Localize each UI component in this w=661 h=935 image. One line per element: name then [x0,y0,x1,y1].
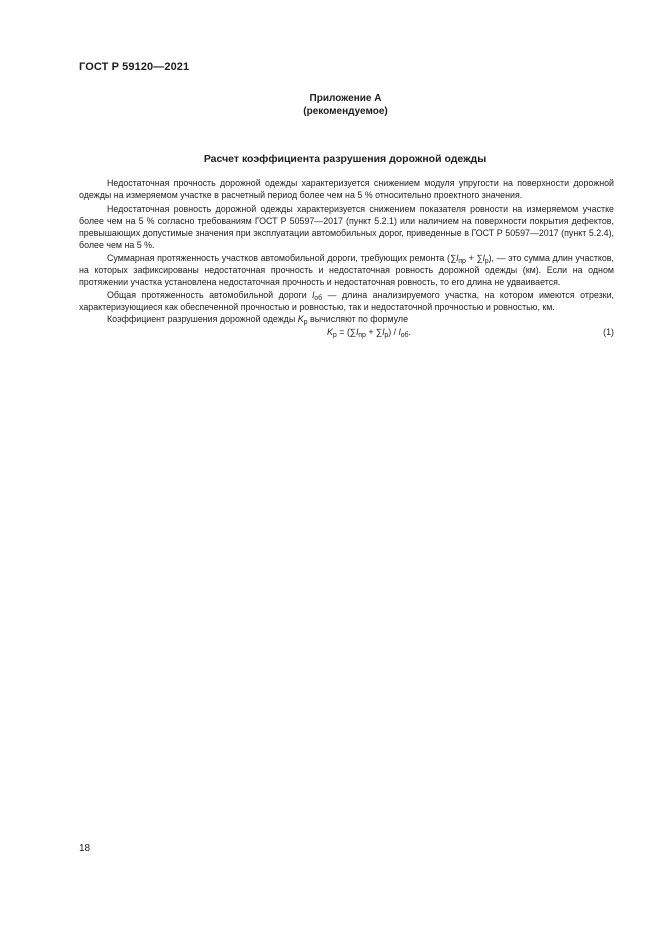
section-title: Расчет коэффициента разрушения дорожной одежды [203,153,487,165]
formula-number: (1) [603,326,614,337]
page-number: 18 [79,843,91,854]
paragraph-total-length: Общая протяженность автомобильной дороги $l_{об}$ — длина анализируемого участка, на котором имеются отрезки, характеризующиеся как обеспеченной прочностью и ровностью, так и недостаточной прочностью и ровностью, км. [79,289,614,312]
annex-status: (рекомендуемое) [303,106,388,117]
paragraph-strength: Недостаточная прочность дорожной одежды характеризуется снижением модуля упругости на поверхности дорожной одежды на измеряемом участке в расчетный период более чем на 5 % относительно проектного значения. [79,178,614,201]
annex-title: Приложение А [309,93,382,104]
formula: $K_р = (\sum l_{пр} + \sum l_р) / l_{об}$. [327,326,411,339]
paragraph-coefficient: Коэффициент разрушения дорожной одежды $K_р$ вычисляют по формуле [107,314,409,327]
body-text [79,177,614,342]
paragraph-evenness: Недостаточная ровность дорожной одежды характеризуется снижением показателя ровности на измеряемом участке более чем на 5 % согласно требованиям ГОСТ Р 50597—2017 (пункт 5.2.1) или наличием на поверхности покрытия дефектов, превышающих допустимые значения при эксплуатации автомобильных дорог, приведенные в ГОСТ Р 50597—2017 (пункт 5.2.4), более чем на 5 %. [79,203,614,251]
formula-line [79,326,614,342]
paragraph-repair-length: Суммарная протяженность участков автомобильной дороги, требующих ремонта $(\sum l_{пр} + \sum l_р)$, — это сумма длин участков, на которых зафиксированы недостаточная прочность и недостаточная ровность дорожной одежды (км). Если на одном протяжении участка установлена недостаточная прочность и недостаточная ровность, то его длина не удваивается. [79,252,614,288]
standard-header: ГОСТ Р 59120—2021 [79,61,190,73]
